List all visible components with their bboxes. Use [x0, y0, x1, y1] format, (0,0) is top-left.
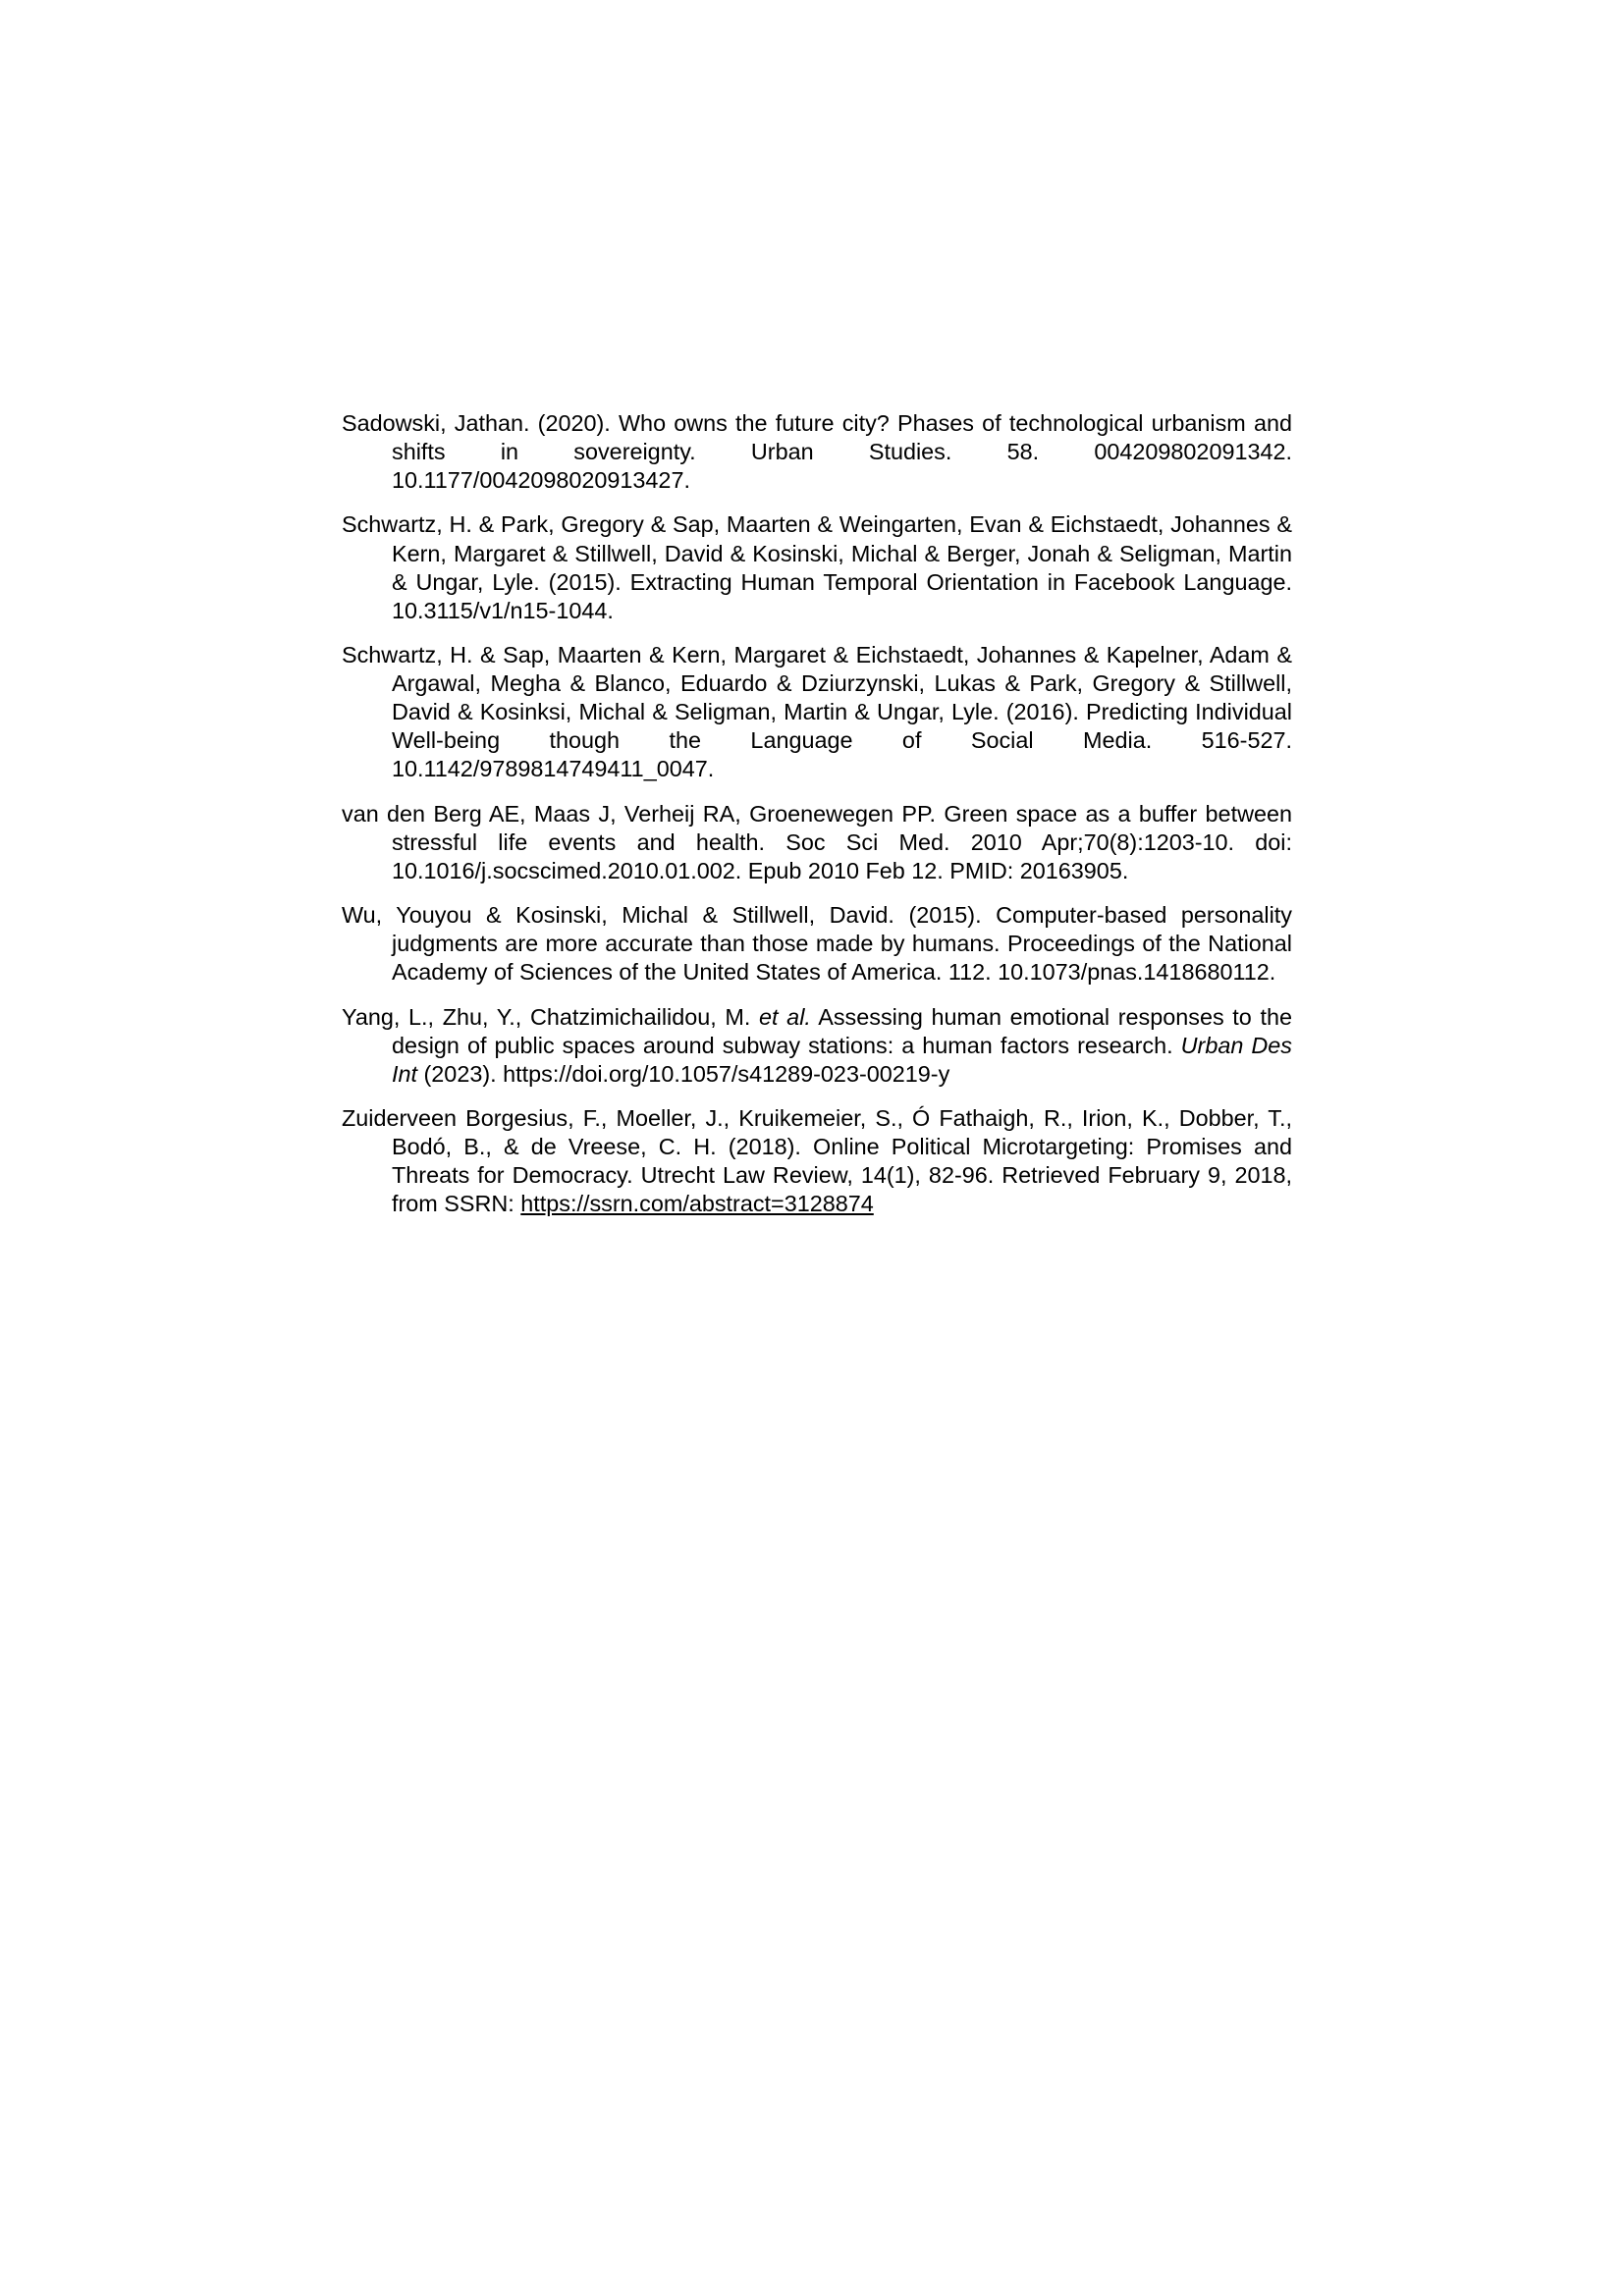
reference-schwartz-2015 — [342, 510, 1292, 624]
reference-yang-2023 — [342, 1003, 1292, 1089]
ssrn-link[interactable]: https://ssrn.com/abstract=3128874 — [520, 1191, 874, 1217]
reference-text: Sadowski, Jathan. (2020). Who owns the future city? Phases of technological urbanism and shifts in sovereignty. Urban Studies. 58. 004209802091342. 10.1177/0042098020913427. — [342, 410, 1292, 494]
reference-doi: (2023). https://doi.org/10.1057/s41289-023-00219-y — [417, 1060, 950, 1087]
reference-zuiderveen-borgesius-2018 — [342, 1104, 1292, 1218]
reference-van-den-berg-2010 — [342, 800, 1292, 885]
reference-schwartz-2016 — [342, 641, 1292, 783]
reference-et-al: et al. — [759, 1003, 811, 1030]
reference-title: Assessing human emotional responses to the design of public spaces around subway stations: a human factors research. — [392, 1003, 1292, 1058]
reference-text: van den Berg AE, Maas J, Verheij RA, Groenewegen PP. Green space as a buffer between stressful life events and health. Soc Sci Med. 2010 Apr;70(8):1203-10. doi: 10.1016/j.socscimed.2010.01.002. Epub 2010 Feb 12. PMID: 20163905. — [342, 800, 1292, 883]
reference-authors: Yang, L., Zhu, Y., Chatzimichailidou, M. — [342, 1003, 760, 1030]
reference-text: Zuiderveen Borgesius, F., Moeller, J., Kruikemeier, S., Ó Fathaigh, R., Irion, K., Dobber, T., Bodó, B., & de Vreese, C. H. (2018). Online Political Microtargeting: Promises and Threats for Democracy. Utrecht Law Review, 14(1), 82-96. Retrieved February 9, 2018, from SSRN: — [342, 1105, 1292, 1217]
reference-list — [342, 409, 1292, 1235]
reference-journal: Urban Des Int — [392, 1032, 1292, 1087]
reference-sadowski-2020 — [342, 409, 1292, 495]
reference-wu-2015 — [342, 901, 1292, 987]
reference-text: Schwartz, H. & Sap, Maarten & Kern, Margaret & Eichstaedt, Johannes & Kapelner, Adam & Argawal, Megha & Blanco, Eduardo & Dziurzynski, Lukas & Park, Gregory & Stillwell, David & Kosinksi, Michal & Seligman, Martin & Ungar, Lyle. (2016). Predicting Individual Well-being though the Language of Social Media. 516-527. 10.1142/9789814749411_0047. — [342, 642, 1292, 782]
reference-text: Wu, Youyou & Kosinski, Michal & Stillwell, David. (2015). Computer-based personality judgments are more accurate than those made by humans. Proceedings of the National Academy of Sciences of the United States of America. 112. 10.1073/pnas.1418680112. — [342, 902, 1292, 986]
reference-text: Schwartz, H. & Park, Gregory & Sap, Maarten & Weingarten, Evan & Eichstaedt, Johannes & Kern, Margaret & Stillwell, David & Kosinski, Michal & Berger, Jonah & Seligman, Martin & Ungar, Lyle. (2015). Extracting Human Temporal Orientation in Facebook Language. 10.3115/v1/n15-1044. — [342, 511, 1292, 623]
